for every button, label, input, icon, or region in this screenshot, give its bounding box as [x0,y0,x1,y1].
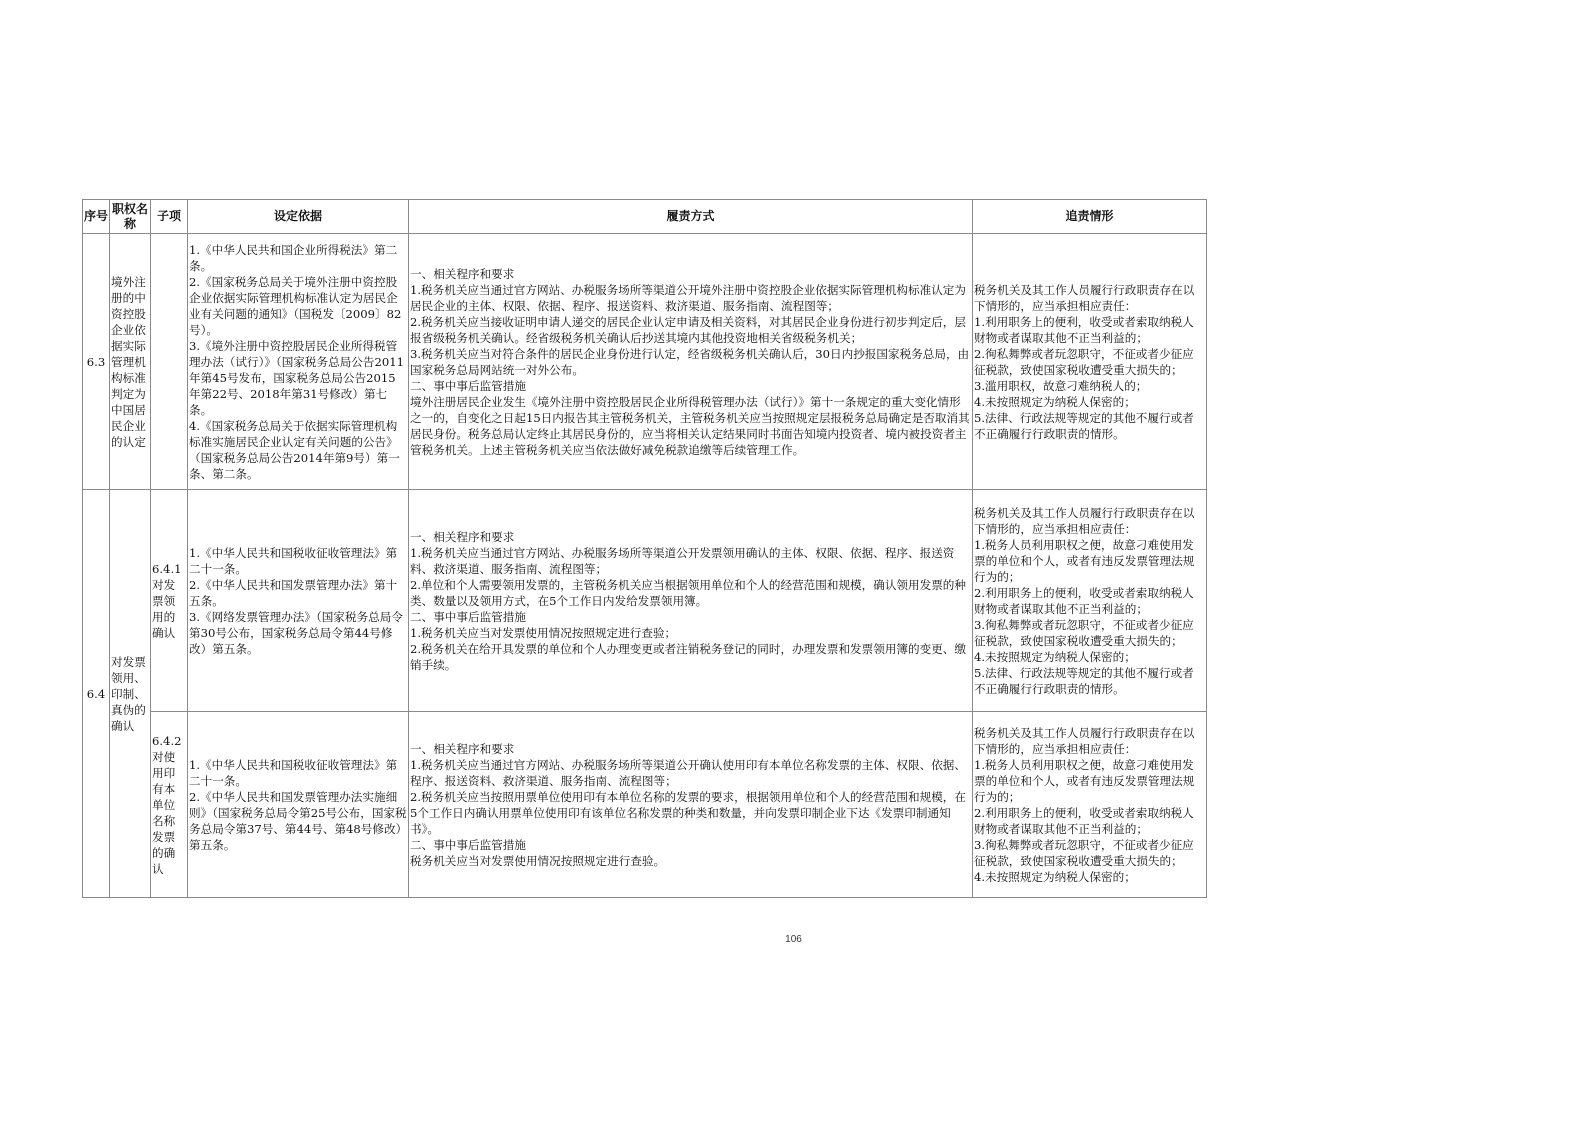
liability-line: 税务机关及其工作人员履行行政职责存在以下情形的，应当承担相应责任： [974,725,1195,756]
basis-line: 1.《中华人民共和国税收征收管理法》第二十一条。 [189,757,398,788]
responsibility-table [82,199,1207,898]
page-number: 106 [785,934,802,945]
header-method: 履责方式 [409,200,973,234]
header-sub: 子项 [151,200,188,234]
liability-line: 税务机关及其工作人员履行行政职责存在以下情形的，应当承担相应责任： [974,505,1195,536]
method-line: 1.税务机关应当对发票使用情况按照规定进行查验； [410,625,677,640]
liability-line: 1.税务人员利用职权之便，故意刁难使用发票的单位和个人，或者有违反发票管理法规行为的； [974,757,1195,804]
basis-line: 3.《网络发票管理办法》（国家税务总局令第30号公布，国家税务总局令第44号修改）第五条。 [189,609,403,656]
liability-line: 2.利用职务上的便利，收受或者索取纳税人财物或者谋取其他不正当利益的； [974,805,1194,836]
cell-basis [188,490,409,712]
method-line: 1.税务机关应当通过官方网站、办税服务场所等渠道公开确认使用印有本单位名称发票的主体、权限、依据、程序、报送资料、救济渠道、服务指南、流程图等； [410,757,966,788]
basis-line: 2.《中华人民共和国发票管理办法实施细则》（国家税务总局令第25号公布，国家税务总局令第37号、第44号、第48号修改）第五条。 [189,789,407,852]
liability-line: 4.未按照规定为纳税人保密的； [974,869,1136,884]
basis-line: 1.《中华人民共和国企业所得税法》第二条。 [189,242,398,273]
cell-sub [151,234,188,490]
basis-line: 2.《国家税务总局关于境外注册中资控股企业依据实际管理机构标准认定为居民企业有关问题的通知》（国税发〔2009〕82号）。 [189,274,402,337]
basis-line: 4.《国家税务总局关于依据实际管理机构标准实施居民企业认定有关问题的公告》（国家税务总局公告2014年第9号）第一条、第二条。 [189,418,400,481]
method-line: 境外注册居民企业发生《境外注册中资控股居民企业所得税管理办法（试行）》第十一条规定的重大变化情形之一的，自变化之日起15日内报告其主管税务机关，主管税务机关应当按照规定层报税务总局确定是否取消其居民身份。税务总局认定终止其居民身份的，应当将相关认定结果同时书面告知境内投资者、境内被投资者主管税务机关。上述主管税务机关应当依法做好减免税款追缴等后续管理工作。 [410,394,970,457]
basis-line: 2.《中华人民共和国发票管理办法》第十五条。 [189,577,398,608]
header-seq: 序号 [83,200,110,234]
cell-seq: 6.4 [83,490,110,898]
basis-line: 3.《境外注册中资控股居民企业所得税管理办法（试行）》（国家税务总局公告2011年第45号发布，国家税务总局公告2015年第22号、2018年第31号修改）第七条。 [189,338,405,417]
header-name: 职权名称 [110,200,151,234]
table-row-6-3 [83,234,1207,490]
cell-method [409,712,973,898]
method-line: 一、相关程序和要求 [410,266,515,281]
table-row-6-4-1 [83,490,1207,712]
cell-liability [973,712,1207,898]
method-line: 2.税务机关在给开具发票的单位和个人办理变更或者注销税务登记的同时，办理发票和发票领用簿的变更、缴销手续。 [410,641,966,672]
cell-name: 对发票领用、印制、真伪的确认 [110,490,151,898]
liability-line: 1.利用职务上的便利，收受或者索取纳税人财物或者谋取其他不正当利益的； [974,314,1194,345]
cell-basis [188,712,409,898]
method-line: 1.税务机关应当通过官方网站、办税服务场所等渠道公开境外注册中资控股企业依据实际管理机构标准认定为居民企业的主体、权限、依据、程序、报送资料、救济渠道、服务指南、流程图等； [410,282,966,313]
method-line: 二、事中事后监管措施 [410,378,526,393]
header-basis: 设定依据 [188,200,409,234]
liability-line: 3.滥用职权，故意刁难纳税人的； [974,378,1148,393]
method-line: 税务机关应当对发票使用情况按照规定进行查验。 [410,853,666,868]
cell-name: 境外注册的中资控股企业依据实际管理机构标准判定为中国居民企业的认定 [110,234,151,490]
header-liability: 追责情形 [973,200,1207,234]
liability-line: 1.税务人员利用职权之便，故意刁难使用发票的单位和个人，或者有违反发票管理法规行为的； [974,537,1195,584]
liability-line: 4.未按照规定为纳税人保密的； [974,394,1136,409]
method-line: 2.税务机关应当按照用票单位使用印有本单位名称的发票的要求，根据领用单位和个人的经营范围和规模，在5个工作日内确认用票单位使用印有该单位名称发票的种类和数量，并向发票印制企业下达《发票印制通知书》。 [410,789,966,836]
cell-liability [973,490,1207,712]
liability-line: 3.徇私舞弊或者玩忽职守，不征或者少征应征税款，致使国家税收遭受重大损失的； [974,617,1194,648]
table-row-6-4-2 [83,712,1207,898]
cell-liability [973,234,1207,490]
cell-seq: 6.3 [83,234,110,490]
cell-method [409,234,973,490]
cell-method [409,490,973,712]
liability-line: 2.徇私舞弊或者玩忽职守，不征或者少征应征税款，致使国家税收遭受重大损失的； [974,346,1194,377]
method-line: 二、事中事后监管措施 [410,609,526,624]
method-line: 一、相关程序和要求 [410,529,515,544]
method-line: 2.单位和个人需要领用发票的，主管税务机关应当根据领用单位和个人的经营范围和规模，确认领用发票的种类、数量以及领用方式，在5个工作日内发给发票领用簿。 [410,577,966,608]
method-line: 一、相关程序和要求 [410,741,515,756]
liability-line: 2.利用职务上的便利，收受或者索取纳税人财物或者谋取其他不正当利益的； [974,585,1194,616]
cell-sub: 6.4.1对发票领用的确认 [151,490,188,712]
cell-sub: 6.4.2对使用印有本单位名称发票的确认 [151,712,188,898]
cell-basis [188,234,409,490]
liability-line: 5.法律、行政法规等规定的其他不履行或者不正确履行行政职责的情形。 [974,665,1194,696]
liability-line: 4.未按照规定为纳税人保密的； [974,649,1136,664]
table-header-row [83,200,1207,234]
method-line: 二、事中事后监管措施 [410,837,526,852]
liability-line: 税务机关及其工作人员履行行政职责存在以下情形的，应当承担相应责任： [974,282,1195,313]
method-line: 2.税务机关应当接收证明申请人递交的居民企业认定申请及相关资料，对其居民企业身份进行初步判定后，层报省级税务机关确认。经省级税务机关确认后抄送其境内其他投资地相关省级税务机关； [410,314,966,345]
method-line: 3.税务机关应当对符合条件的居民企业身份进行认定，经省级税务机关确认后，30日内抄报国家税务总局，由国家税务总局网站统一对外公布。 [410,346,970,377]
method-line: 1.税务机关应当通过官方网站、办税服务场所等渠道公开发票领用确认的主体、权限、依据、程序、报送资料、救济渠道、服务指南、流程图等； [410,545,955,576]
liability-line: 3.徇私舞弊或者玩忽职守，不征或者少征应征税款，致使国家税收遭受重大损失的； [974,837,1194,868]
basis-line: 1.《中华人民共和国税收征收管理法》第二十一条。 [189,545,398,576]
liability-line: 5.法律、行政法规等规定的其他不履行或者不正确履行行政职责的情形。 [974,410,1194,441]
